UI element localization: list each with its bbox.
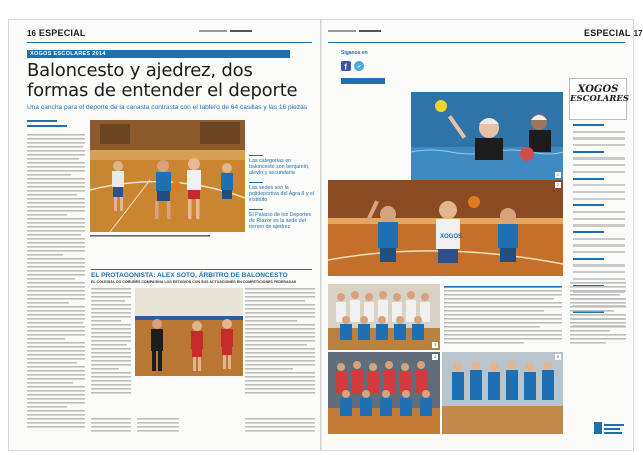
- photo-number-5: 5: [555, 354, 561, 360]
- svg-text:XOGOS: XOGOS: [440, 234, 463, 240]
- facebook-icon[interactable]: [341, 58, 351, 76]
- pull-quote-3: [249, 209, 315, 230]
- social-title: Siganos en: [341, 50, 368, 56]
- subhead: Una cancha para el deporte de la canasta contrasta con el tablero de 64 casillas y las 16 piezas: [27, 104, 308, 111]
- photo-number-4: 4: [432, 354, 438, 360]
- pull-quote-1-text: Las categorías en baloncesto son benjamín, alevín y secundaria: [249, 158, 310, 176]
- protagonist-subtitle: EL COLEGIAL DO CORUÑÉS COMPAGINA LOS ESTUDIOS CON SUS ACTUACIONES EN COMPETICIONES FEDERADAS: [91, 280, 297, 284]
- left-page-number: 16: [27, 28, 36, 38]
- left-page-section: ESPECIAL: [38, 28, 86, 38]
- kicker: XOGOS ESCOLARES 2014: [27, 50, 290, 58]
- photo-number-2: 2: [555, 182, 561, 188]
- newspaper-spread: [9, 20, 643, 450]
- kids-basketball-photo: [328, 180, 563, 276]
- left-page-header: [27, 26, 86, 40]
- social-box: [341, 50, 407, 88]
- protagonist-title: EL PROTAGONISTA: ALEX SOTO, ÁRBITRO DE BALONCESTO: [91, 272, 288, 279]
- pull-quote-2: [249, 182, 315, 203]
- pull-quote-1: [249, 155, 315, 176]
- pull-quotes: [249, 155, 315, 236]
- header-rule: [27, 42, 312, 43]
- protagonist-rule: [91, 269, 312, 270]
- social-handle-bar: [341, 78, 385, 84]
- headline-line-1: Baloncesto y ajedrez, dos: [27, 60, 253, 81]
- council-emblem: [594, 420, 624, 438]
- social-icons: [341, 58, 407, 76]
- left-date-strip: [199, 29, 259, 34]
- right-date-strip: [328, 29, 388, 34]
- team-photo-2: [328, 352, 440, 434]
- right-header-rule: [328, 42, 625, 43]
- photo-number-3: 3: [432, 342, 438, 348]
- xogos-escolares-logo: [569, 78, 630, 120]
- right-page: [322, 20, 643, 450]
- headline-line-2: formas de entender el deporte: [27, 80, 298, 101]
- headline: [27, 61, 312, 101]
- photo-number-1: 1: [555, 172, 561, 178]
- svg-text:f: f: [344, 62, 347, 72]
- water-polo-photo: [411, 92, 563, 180]
- referee-photo: [135, 288, 243, 376]
- team-photo-1: [328, 284, 440, 350]
- twitter-icon[interactable]: [354, 58, 364, 76]
- right-page-section: ESPECIAL: [584, 28, 631, 38]
- logo-line-2: ESCOLARES: [570, 94, 630, 104]
- right-page-number: 17: [633, 28, 643, 38]
- basketball-photo-caption: [90, 234, 245, 239]
- basketball-photo: [90, 120, 245, 232]
- logo-line-1: XOGOS: [577, 84, 619, 95]
- pull-quote-3-text: El Palacio de los Deportes de Riazor es la sede del torneo de ajedrez: [249, 212, 312, 230]
- pull-quote-2-text: Las sedes son la polideportiva del Agra II y el instituto: [249, 185, 315, 203]
- left-page: [9, 20, 320, 450]
- team-photo-3: [442, 352, 563, 434]
- right-page-header: [584, 26, 643, 40]
